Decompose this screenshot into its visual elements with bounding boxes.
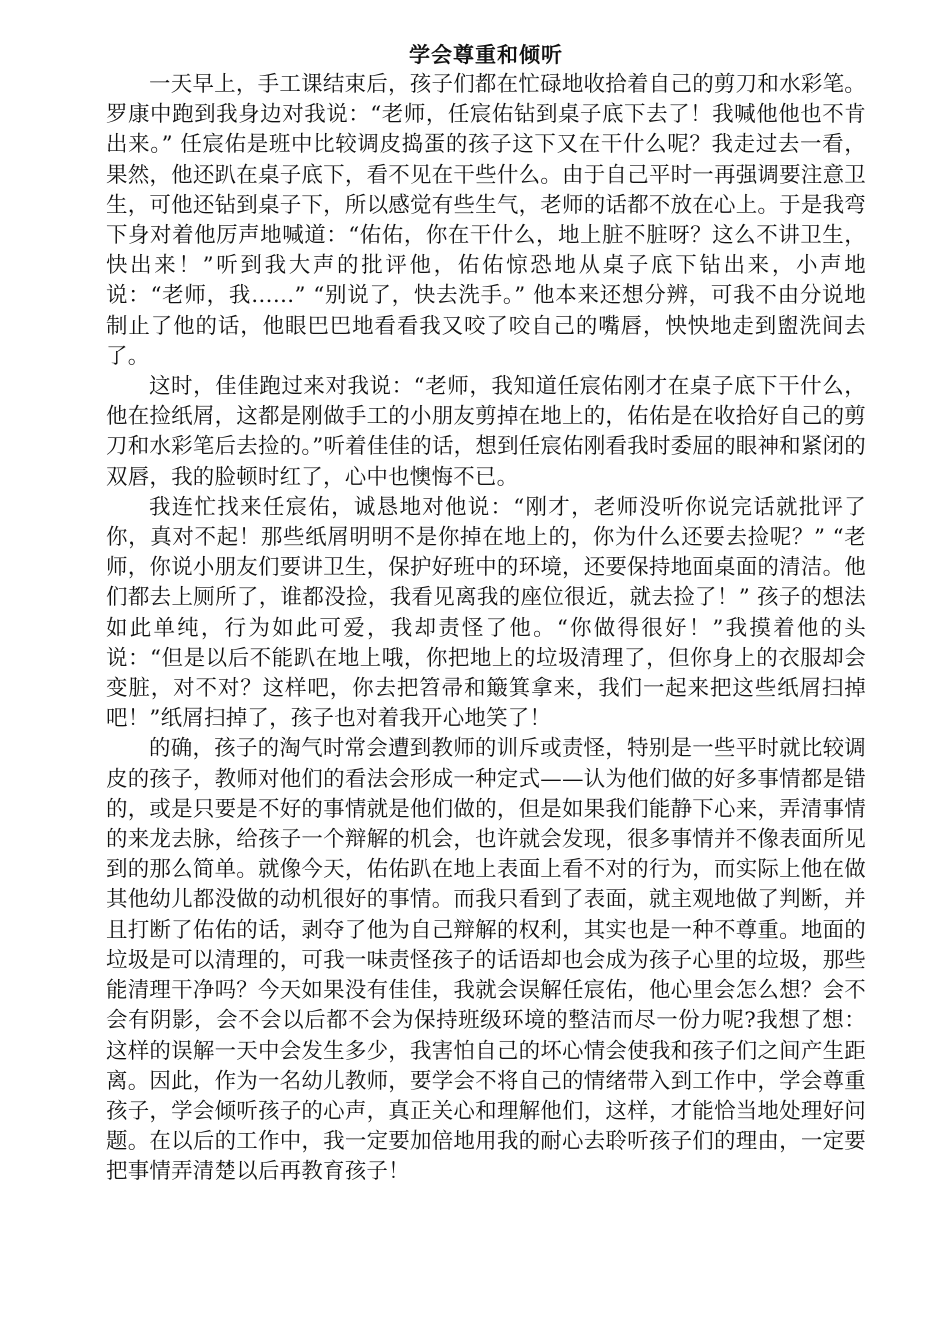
paragraph-4: 的确，孩子的淘气时常会遭到教师的训斥或责怪，特别是一些平时就比较调皮的孩子，教师对他们的看法会形成一种定式——认为他们做的好多事情都是错的，或是只要是不好的事情就是他们做的，但是如果我们能静下心来，弄清事情的来龙去脉，给孩子一个辩解的机会，也许就会发现，很多事情并不像表面所见到的那么简单。就像今天，佑佑趴在地上表面上看不对的行为，而实际上他在做其他幼儿都没做的动机很好的事情。而我只看到了表面，就主观地做了判断，并且打断了佑佑的话，剥夺了他为自己辩解的权利，其实也是一种不尊重。地面的垃圾是可以清理的，可我一味责怪孩子的话语却也会成为孩子心里的垃圾，那些能清理干净吗？今天如果没有佳佳，我就会误解任宸佑，他心里会怎么想？会不会有阴影，会不会以后都不会为保持班级环境的整洁而尽一份力呢?我想了想：这样的误解一天中会发生多少，我害怕自己的坏心情会使我和孩子们之间产生距离。因此，作为一名幼儿教师，要学会不将自己的情绪带入到工作中，学会尊重孩子，学会倾听孩子的心声，真正关心和理解他们，这样，才能恰当地处理好问题。在以后的工作中，我一定要加倍地用我的耐心去聆听孩子们的理由，一定要把事情弄清楚以后再教育孩子！ (106, 736, 866, 1185)
paragraph-3: 我连忙找来任宸佑，诚恳地对他说：“刚才，老师没听你说完话就批评了你，真对不起！那些纸屑明明不是你掉在地上的，你为什么还要去捡呢？” “老师，你说小朋友们要讲卫生，保护好班中的环境，还要保持地面桌面的清洁。他们都去上厕所了，谁都没捡，我看见离我的座位很近，就去捡了！” 孩子的想法如此单纯，行为如此可爱，我却责怪了他。“你做得很好！”我摸着他的头说：“但是以后不能趴在地上哦，你把地上的垃圾清理了，但你身上的衣服却会变脏，对不对？这样吧，你去把笤帚和簸箕拿来，我们一起来把这些纸屑扫掉吧！”纸屑扫掉了，孩子也对着我开心地笑了！ (106, 494, 866, 732)
document-title: 学会尊重和倾听 (409, 42, 563, 67)
paragraph-1: 一天早上，手工课结束后，孩子们都在忙碌地收拾着自己的剪刀和水彩笔。罗康中跑到我身边对我说：“老师，任宸佑钻到桌子底下去了！我喊他他也不肯出来。” 任宸佑是班中比较调皮捣蛋的孩子这下又在干什么呢？我走过去一看，果然，他还趴在桌子底下，看不见在干些什么。由于自己平时一再强调要注意卫生，可他还钻到桌子下，所以感觉有些生气，老师的话都不放在心上。于是我弯下身对着他厉声地喊道：“佑佑，你在干什么，地上脏不脏呀？这么不讲卫生，快出来！”听到我大声的批评他，佑佑惊恐地从桌子底下钻出来，小声地说：“老师，我……” “别说了，快去洗手。” 他本来还想分辨，可我不由分说地制止了他的话，他眼巴巴地看看我又咬了咬自己的嘴唇，怏怏地走到盥洗间去了。 (106, 72, 866, 369)
document-page (106, 40, 866, 1188)
paragraph-2: 这时，佳佳跑过来对我说：“老师，我知道任宸佑刚才在桌子底下干什么，他在捡纸屑，这都是刚做手工的小朋友剪掉在地上的，佑佑是在收拾好自己的剪刀和水彩笔后去捡的。”听着佳佳的话，想到任宸佑刚看我时委屈的眼神和紧闭的双唇，我的脸顿时红了，心中也懊悔不已。 (106, 374, 866, 490)
